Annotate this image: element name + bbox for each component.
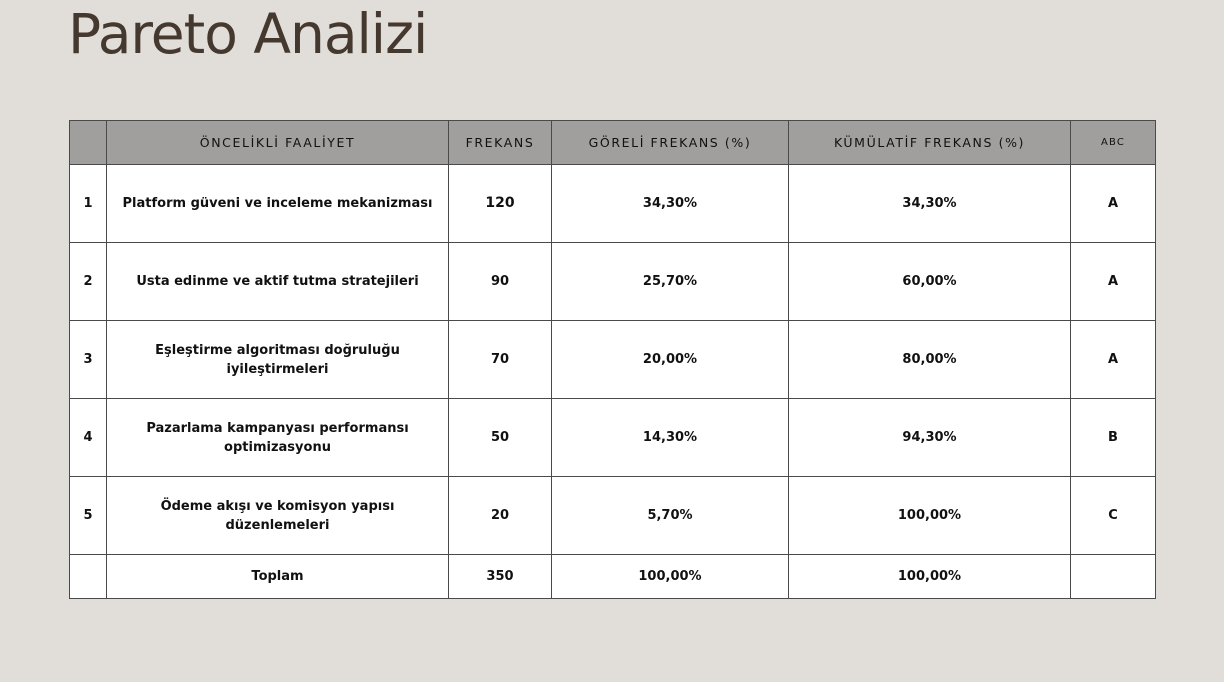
- row-frequency: 120: [449, 165, 552, 243]
- total-abc-class: [1071, 555, 1156, 599]
- row-abc-class: C: [1071, 477, 1156, 555]
- row-index: 5: [70, 477, 107, 555]
- row-abc-class: B: [1071, 399, 1156, 477]
- row-abc-class: A: [1071, 165, 1156, 243]
- total-relative-frequency: 100,00%: [552, 555, 789, 599]
- total-label: Toplam: [107, 555, 449, 599]
- row-activity: Eşleştirme algoritması doğruluğu iyileştirmeleri: [107, 321, 449, 399]
- row-abc-class: A: [1071, 321, 1156, 399]
- total-cumulative-frequency: 100,00%: [789, 555, 1071, 599]
- row-frequency: 70: [449, 321, 552, 399]
- row-cumulative-frequency: 60,00%: [789, 243, 1071, 321]
- row-index: 2: [70, 243, 107, 321]
- row-relative-frequency: 20,00%: [552, 321, 789, 399]
- row-cumulative-frequency: 80,00%: [789, 321, 1071, 399]
- header-relative-frequency: GÖRELİ FREKANS (%): [552, 121, 789, 165]
- header-frequency: FREKANS: [449, 121, 552, 165]
- pareto-table: [69, 120, 1156, 599]
- header-abc: ABC: [1071, 121, 1156, 165]
- row-relative-frequency: 25,70%: [552, 243, 789, 321]
- page-title: Pareto Analizi: [68, 2, 428, 66]
- row-relative-frequency: 5,70%: [552, 477, 789, 555]
- row-frequency: 50: [449, 399, 552, 477]
- row-index: 1: [70, 165, 107, 243]
- row-index: 4: [70, 399, 107, 477]
- header-cumulative-frequency: KÜMÜLATİF FREKANS (%): [789, 121, 1071, 165]
- row-cumulative-frequency: 94,30%: [789, 399, 1071, 477]
- table-row: [70, 321, 1156, 399]
- table-row: [70, 399, 1156, 477]
- row-cumulative-frequency: 100,00%: [789, 477, 1071, 555]
- row-activity: Platform güveni ve inceleme mekanizması: [107, 165, 449, 243]
- table-row: [70, 243, 1156, 321]
- row-activity: Usta edinme ve aktif tutma stratejileri: [107, 243, 449, 321]
- row-activity: Ödeme akışı ve komisyon yapısı düzenlemeleri: [107, 477, 449, 555]
- row-relative-frequency: 34,30%: [552, 165, 789, 243]
- row-abc-class: A: [1071, 243, 1156, 321]
- row-relative-frequency: 14,30%: [552, 399, 789, 477]
- total-frequency: 350: [449, 555, 552, 599]
- table-row: [70, 165, 1156, 243]
- row-cumulative-frequency: 34,30%: [789, 165, 1071, 243]
- table-row: [70, 477, 1156, 555]
- total-index: [70, 555, 107, 599]
- table-total-row: [70, 555, 1156, 599]
- table-header-row: [70, 121, 1156, 165]
- row-index: 3: [70, 321, 107, 399]
- header-activity: ÖNCELİKLİ FAALİYET: [107, 121, 449, 165]
- row-frequency: 20: [449, 477, 552, 555]
- header-index: [70, 121, 107, 165]
- row-activity: Pazarlama kampanyası performansı optimizasyonu: [107, 399, 449, 477]
- row-frequency: 90: [449, 243, 552, 321]
